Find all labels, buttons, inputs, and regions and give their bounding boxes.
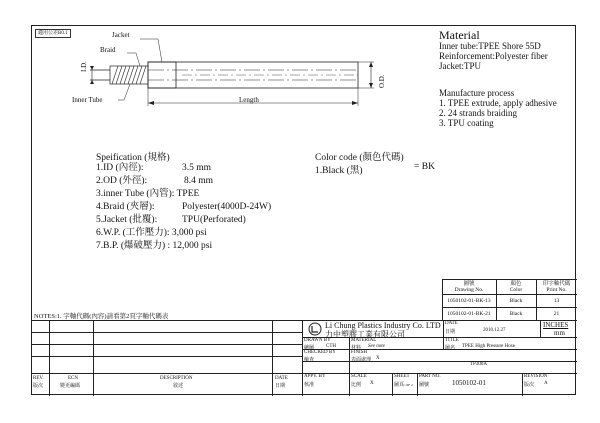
spec-label: 2.OD (外徑): <box>96 176 148 186</box>
company-logo-icon <box>308 322 322 336</box>
notes: NOTES:1. 字軸代碼(內容)請看第2頁字軸代碼表 <box>34 313 169 320</box>
company-name-en: Li Chung Plastics Industry Co. LTD <box>325 321 441 330</box>
spec-label: 5.Jacket (批覆): <box>96 215 158 225</box>
units-inches: INCHES <box>543 321 569 329</box>
scale-label-zh: 比例 <box>351 383 362 388</box>
inner-tube-label: Inner Tube <box>72 96 103 104</box>
print-cell-print: 21 <box>553 311 560 317</box>
checked-by-label-zh: 檢查 <box>304 358 315 363</box>
material-title: Material <box>439 28 480 42</box>
material-line: Reinforcement:Polyester fiber <box>439 51 548 61</box>
header-en: Drawing No. <box>454 287 484 293</box>
print-header-print <box>536 281 577 293</box>
standard-tag: 適用公差B0.1 <box>35 29 71 38</box>
print-header-color <box>496 281 536 293</box>
color-entry: 1.Black (黑) <box>315 166 363 176</box>
header-en: Color <box>509 287 523 293</box>
checked-by-label: CHECKED BY <box>304 350 336 355</box>
rev-label: REV. <box>33 376 44 381</box>
process-title: Manufacture process <box>439 88 515 98</box>
date-label-zh: 日期 <box>445 330 456 335</box>
revision-label-zh: 版次 <box>524 383 535 388</box>
date-label: DATE <box>445 321 458 326</box>
spec-label: 1.ID (內徑): <box>96 163 144 173</box>
spec-label: 3.inner Tube (內管): <box>96 189 175 199</box>
ecn-label: ECN <box>68 376 78 381</box>
hose-drawing <box>32 26 412 121</box>
drawn-by-value: CTH <box>326 344 336 349</box>
date-value: 2010.12.27 <box>483 328 506 333</box>
process-line: 2. 24 strands braiding <box>439 108 517 118</box>
rev-date-label-zh: 日期 <box>275 384 286 389</box>
header-zh: 印字軸代碼 <box>542 281 571 287</box>
spec-row <box>96 175 271 188</box>
rev-label-zh: 版次 <box>33 384 44 389</box>
company-name-zh: 力中塑膠工業有限公司 <box>325 330 405 339</box>
material-line: Jacket:TPU <box>439 61 481 71</box>
print-cell-drawing: 1050102-01-BK-13 <box>447 298 491 304</box>
sheet-label-zh: 圖頁 <box>394 383 405 388</box>
spec-label: 4.Braid (夾層): <box>96 202 155 212</box>
print-cell-drawing: 1050102-01-BK-21 <box>447 311 491 317</box>
spec-table <box>96 162 271 253</box>
part-no-label: PART NO. <box>419 374 441 379</box>
spec-title: Speification (規格) <box>96 153 170 163</box>
sheet-label: SHEET <box>394 374 410 379</box>
id-label: I.D. <box>80 61 88 72</box>
print-cell-print: 13 <box>553 298 560 304</box>
rev-date-label: DATE <box>275 376 288 381</box>
revision-value: A <box>544 381 548 386</box>
material-line: Inner tube:TPEE Shore 55D <box>439 41 541 51</box>
appv-by-label-zh: 核准 <box>304 383 315 388</box>
header-zh: 圖號 <box>463 281 475 287</box>
spec-value: 8.4 mm <box>184 176 214 186</box>
length-label: Length <box>239 96 259 104</box>
spec-value: TPEE <box>176 189 200 199</box>
jacket-label: Jacket <box>112 31 130 39</box>
spec-value: 12,000 psi <box>172 241 213 251</box>
material-label: MATERIAL <box>351 338 377 343</box>
spec-value: Polyester(4000D-24W) <box>182 202 272 212</box>
spec-value: 3.5 mm <box>182 163 212 173</box>
header-en: Print No. <box>546 287 567 293</box>
scale-value: X <box>370 381 374 386</box>
header-zh: 顏色 <box>510 281 522 287</box>
description-label-zh: 敘述 <box>173 384 184 389</box>
finish-label: FINISH <box>351 350 368 355</box>
finish-value: X <box>376 356 380 361</box>
material-label-zh: 材料 <box>351 346 362 351</box>
process-block <box>439 88 557 128</box>
units-mm: mm <box>554 329 565 337</box>
drawing-sheet <box>31 25 576 395</box>
description-label: DESCRIPTION <box>160 376 193 381</box>
material-value: See note <box>368 344 385 349</box>
drawn-by-label: DRAWN BY <box>304 338 331 343</box>
process-line: 3. TPU coating <box>439 118 494 128</box>
part-code: TP300A <box>470 362 487 367</box>
spec-row <box>96 240 271 253</box>
sheet-value: 1 OF 2 <box>403 383 413 387</box>
title-label-zh: 圖名 <box>445 346 456 351</box>
spec-value: 3,000 psi <box>171 228 207 238</box>
spec-row <box>96 201 271 214</box>
scale-label: SCALE <box>351 374 367 379</box>
print-cell-color: Black <box>509 311 523 317</box>
process-line: 1. TPEE extrude, apply adhesive <box>439 98 557 108</box>
print-cell-color: Black <box>509 298 523 304</box>
title-value: TPEE High Pressure Hose <box>462 344 515 349</box>
color-title: Color code (顏色代碼) <box>315 153 404 163</box>
spec-label: 6.W.P. (工作壓力): <box>96 228 170 238</box>
ecn-label-zh: 變更編碼 <box>60 384 81 389</box>
finish-label-zh: 表面處理 <box>351 358 372 363</box>
spec-row <box>96 227 271 240</box>
spec-row <box>96 162 271 175</box>
part-no-value: 1050102-01 <box>452 379 486 387</box>
od-label: O.D. <box>378 74 386 88</box>
color-code: = BK <box>414 162 435 172</box>
part-no-label-zh: 圖號 <box>419 383 430 388</box>
spec-value: TPU(Perforated) <box>182 215 246 225</box>
drawn-by-label-zh: 繪圖 <box>304 346 315 351</box>
braid-label: Braid <box>100 46 116 54</box>
spec-label: 7.B.P. (爆破壓力) : <box>96 241 171 251</box>
material-block <box>439 29 548 71</box>
spec-row <box>96 188 271 201</box>
title-label: TITLE <box>445 338 459 343</box>
revision-label: REVISION <box>524 374 548 379</box>
print-header-drawing <box>442 281 496 293</box>
appv-by-label: APPV. BY <box>304 374 326 379</box>
spec-row <box>96 214 271 227</box>
print-table <box>442 279 577 321</box>
